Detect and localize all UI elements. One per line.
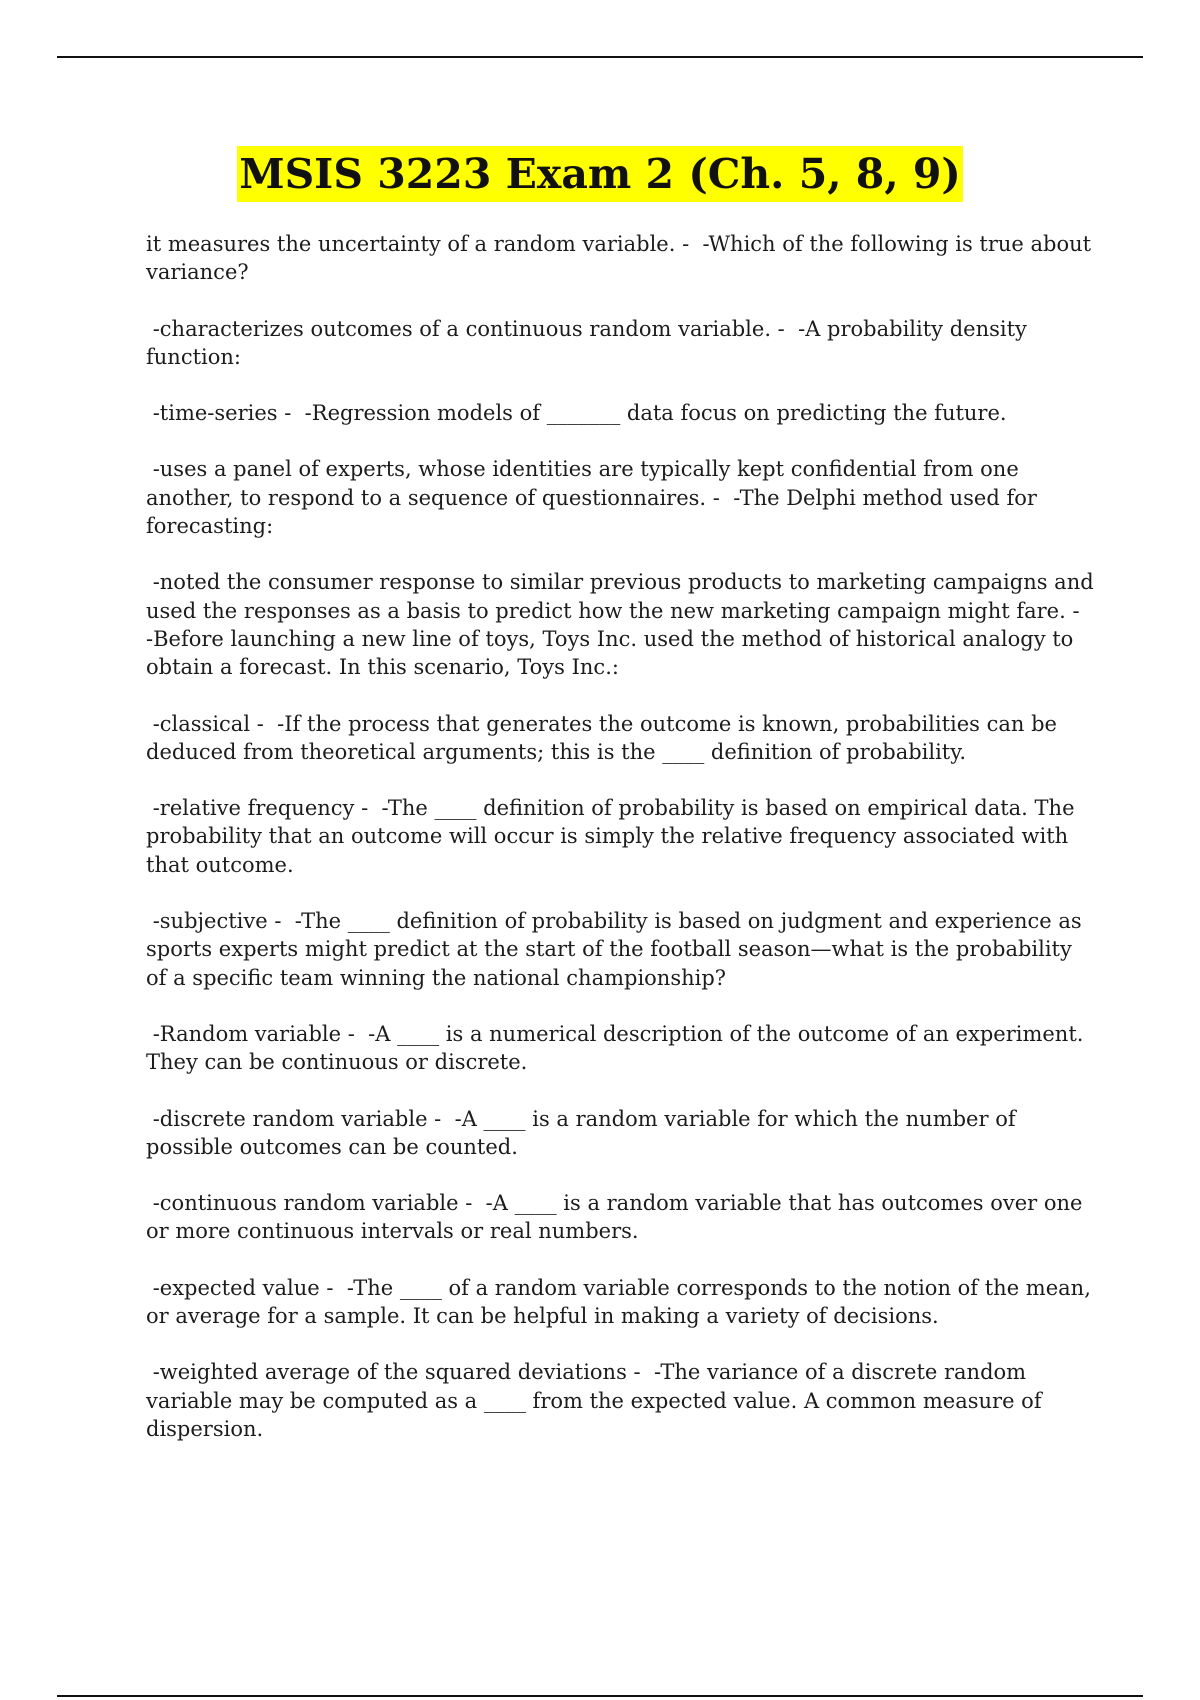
flashcard-entry: -classical - -If the process that generates the outcome is known, probabilities can be deduced from theoretical arguments; this is the ____ definition of probability. (146, 711, 1064, 764)
flashcard-entry: -relative frequency - -The ____ definition of probability is based on empirical data. The probability that an outcome will occur is simply the relative frequency associated with that outcome. (146, 796, 1082, 877)
page-title: MSIS 3223 Exam 2 (Ch. 5, 8, 9) (237, 146, 963, 202)
title-container (0, 146, 1200, 202)
flashcard-entry: it measures the uncertainty of a random variable. - -Which of the following is true about variance? (146, 232, 1098, 285)
flashcard-entry: -Random variable - -A ____ is a numerical description of the outcome of an experiment. They can be continuous or discrete. (146, 1021, 1091, 1075)
flashcard-entry: -characterizes outcomes of a continuous random variable. - -A probability density function: (146, 316, 1034, 369)
bottom-divider (57, 1695, 1143, 1697)
flashcard-entry: -subjective - -The ____ definition of probability is based on judgment and experience as sports experts might predict at the start of the football season—what is the probability of a specific team winning the national championship? (146, 909, 1089, 990)
flashcard-entry: -weighted average of the squared deviations - -The variance of a discrete random variable may be computed as a ____ from the expected value. A common measure of dispersion. (146, 1360, 1049, 1441)
flashcard-entry: -noted the consumer response to similar previous products to marketing campaigns and used the responses as a basis to predict how the new marketing campaign might fare. - -Before launching a new line of toys, Toys Inc. used the method of historical analogy to obtain a forecast. In this scenario, Toys Inc.: (146, 570, 1101, 680)
flashcard-entry: -continuous random variable - -A ____ is a random variable that has outcomes over one or more continuous intervals or real numbers. (146, 1191, 1090, 1244)
top-divider (57, 56, 1143, 58)
flashcard-list (146, 230, 1101, 1471)
flashcard-entry: -uses a panel of experts, whose identities are typically kept confidential from one another, to respond to a sequence of questionnaires. - -The Delphi method used for forecasting: (146, 457, 1044, 539)
flashcard-entry: -expected value - -The ____ of a random variable corresponds to the notion of the mean, or average for a sample. It can be helpful in making a variety of decisions. (146, 1275, 1098, 1329)
flashcard-entry: -discrete random variable - -A ____ is a random variable for which the number of possible outcomes can be counted. (146, 1106, 1023, 1159)
flashcard-entry: -time-series - -Regression models of _______ data focus on predicting the future. (146, 401, 1007, 426)
